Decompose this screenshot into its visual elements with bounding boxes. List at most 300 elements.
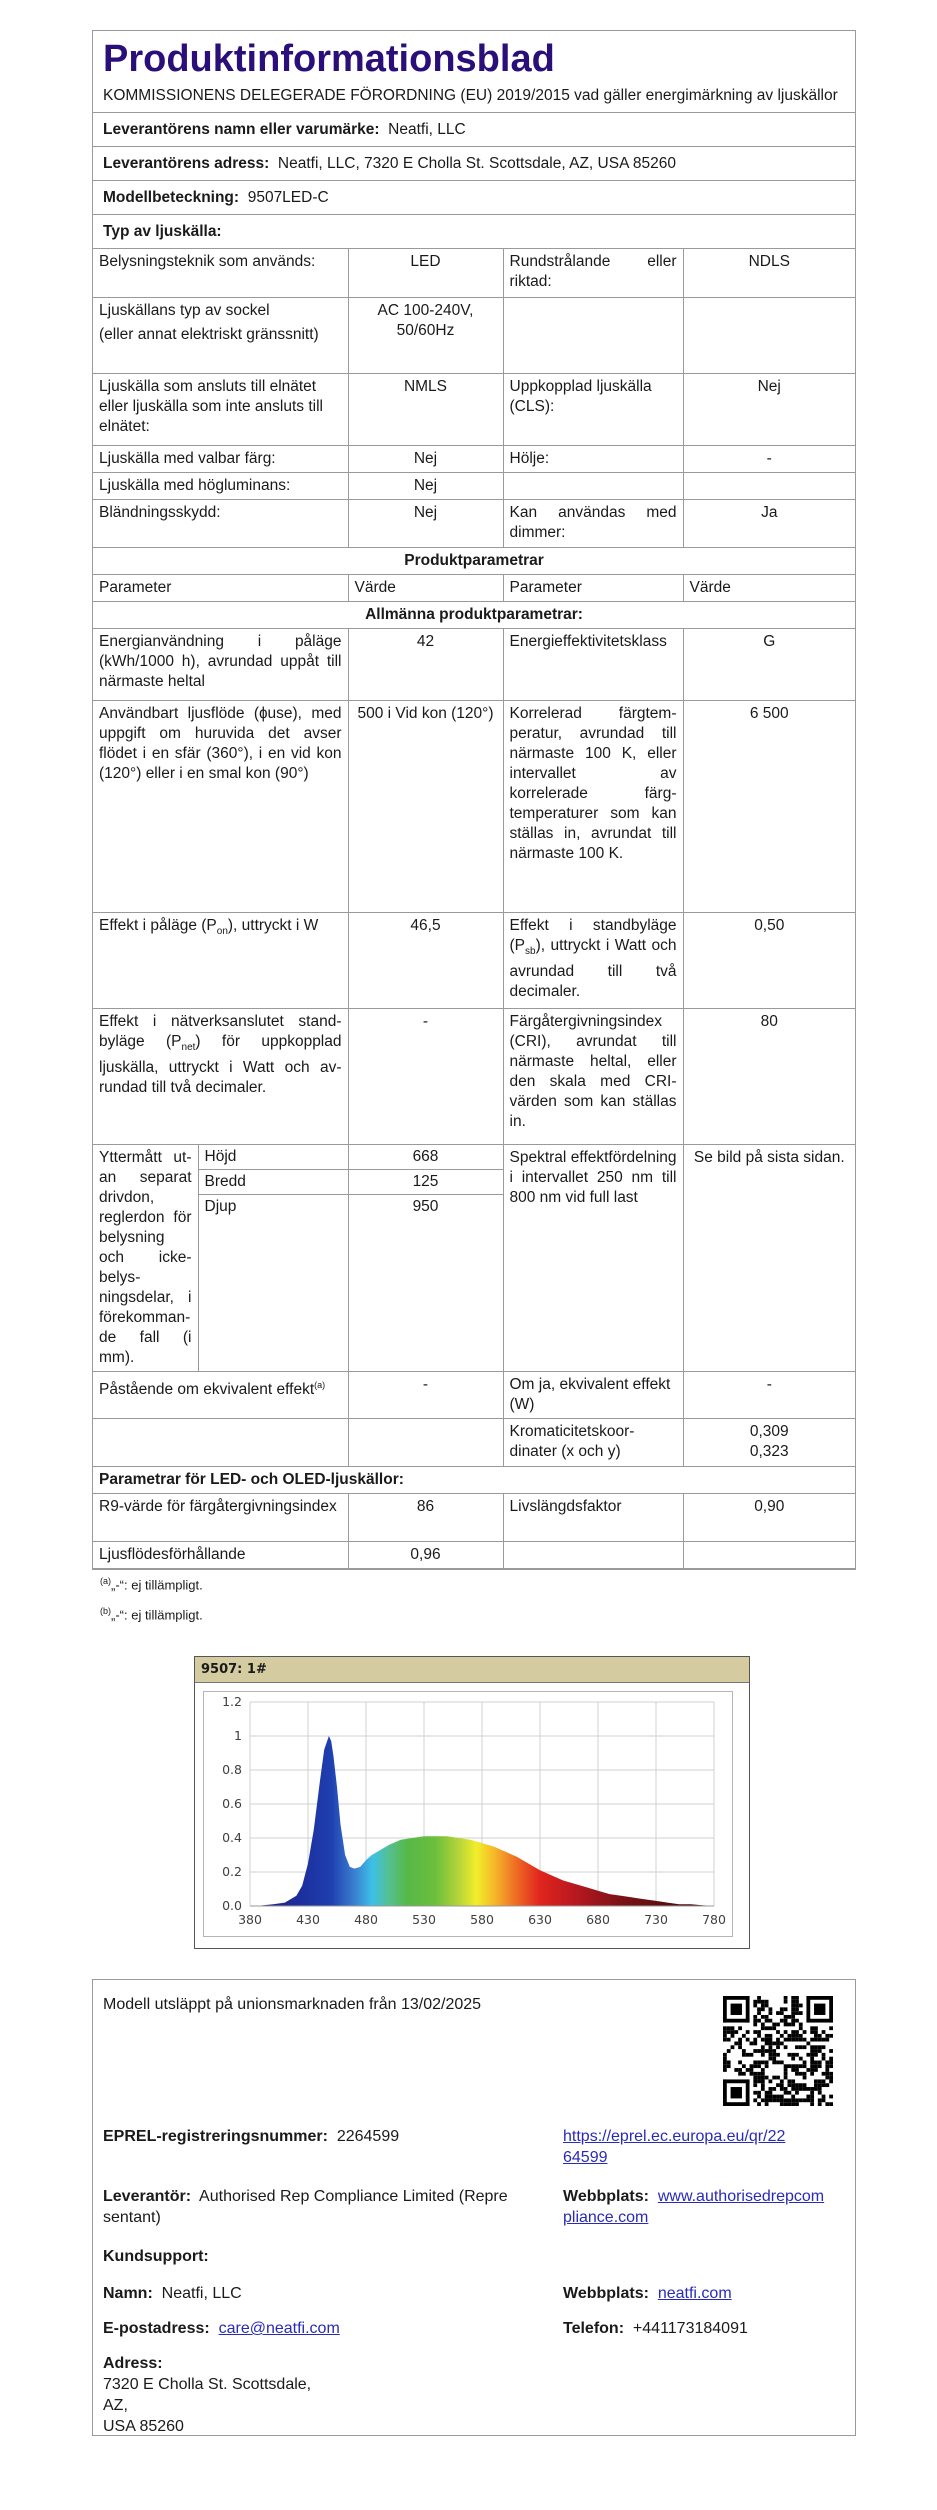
qr-module [810,2098,814,2102]
qr-module [761,2049,765,2053]
cell-value: 0,90 [683,1493,855,1541]
qr-module [818,2034,822,2038]
qr-module [765,2064,769,2068]
qr-module [776,2042,780,2046]
dimension-depth-value: 950 [412,1197,439,1215]
qr-module [791,1996,795,2000]
dimension-height-value: 668 [349,1145,503,1170]
qr-module [784,2072,788,2076]
qr-module [772,2053,776,2057]
qr-module [765,2049,769,2053]
qr-module [738,2038,742,2042]
support-name-value: Neatfi, LLC [161,2285,242,2302]
qr-module [753,2079,757,2083]
socket-label: Ljuskällans typ av sockel [99,301,270,319]
qr-module [780,2060,784,2064]
eprel-value: 2264599 [336,2128,400,2145]
cell-value: - [348,1371,503,1418]
cell-value [683,472,855,499]
qr-module [780,2007,784,2011]
phone-label: Telefon: [563,2320,625,2337]
model-row [93,181,855,215]
qr-module [742,2072,746,2076]
cell-label: Energianvändning i påläge (kWh/1000 h), avrundad uppåt till närmaste heltal [93,628,348,700]
qr-finder [746,2079,750,2106]
qr-module [769,2057,773,2061]
qr-module [795,2053,799,2057]
qr-module [727,2026,731,2030]
qr-finder [723,2079,727,2106]
table-row [93,548,855,575]
cell-label: Rundstrålande eller riktad: [503,249,683,297]
qr-module [765,2004,769,2008]
cell-label: Korrelerad färgtemperatur, avrundad till närmaste 100 K, eller intervallet av korrelerade färgtemperaturer som kan ställas in, avrundat till närmaste 100 K. [503,700,683,912]
qr-module [776,2011,780,2015]
qr-module [829,2102,833,2106]
cell-value: 0,50 [683,912,855,1008]
qr-module [727,2060,731,2064]
eprel-link-line-2[interactable]: 64599 [563,2149,608,2166]
qr-module [776,2076,780,2080]
qr-module [829,2034,833,2038]
cell-label: Kan användas med dimmer: [503,499,683,547]
qr-module [723,2026,727,2030]
email-row [103,2318,340,2339]
qr-module [784,2030,788,2034]
x-tick-label: 680 [586,1912,610,1927]
qr-module [776,2095,780,2099]
qr-module [814,2083,818,2087]
product-information-sheet [92,30,856,1570]
qr-module [825,2038,829,2042]
supplier-address-row [93,147,855,181]
qr-module [780,2083,784,2087]
x-tick-label: 730 [644,1912,668,1927]
x-tick-label: 630 [528,1912,552,1927]
qr-module [753,2004,757,2008]
qr-module [818,2079,822,2083]
qr-module [753,2015,757,2019]
qr-module [791,2030,795,2034]
qr-module [750,2053,754,2057]
y-tick-label: 1.2 [222,1694,242,1709]
qr-module [818,2091,822,2095]
website-link-cont[interactable]: pliance.com [563,2209,649,2226]
qr-module [814,2030,818,2034]
table-row [93,628,855,700]
qr-module [818,2098,822,2102]
qr-module [761,2083,765,2087]
cell-value: Ja [683,499,855,547]
qr-module [829,2072,833,2076]
column-header-value: Värde [683,574,855,601]
networked-standby-label: Effekt i nätverksanslutet standbyläge (P [99,1012,342,1050]
spectrum-area [256,1736,714,1906]
model-value: 9507LED-C [247,189,329,206]
supplier-footer [92,1979,856,2436]
qr-module [784,2038,788,2042]
qr-module [761,2023,765,2027]
y-tick-label: 0.6 [222,1796,242,1811]
qr-module [769,2095,773,2099]
qr-module [757,2102,761,2106]
footnotes [100,1568,203,1629]
qr-module [784,2019,788,2023]
qr-module [799,2034,803,2038]
qr-module [753,2030,757,2034]
qr-module [829,2060,833,2064]
cell-value: NMLS [348,373,503,445]
qr-module [765,2042,769,2046]
qr-module [780,2102,784,2106]
supplier-address-label: Leverantörens adress: [103,155,270,172]
dimensions-value-cell [348,1144,503,1371]
qr-module [776,2023,780,2027]
email-link[interactable]: care@neatfi.com [218,2320,340,2337]
networked-standby-label-end: ) för uppkopplad ljuskälla, uttryckt i Watt och avrundad till två decimaler. [99,1032,342,1096]
qr-module [746,2068,750,2072]
cell-value: 80 [683,1008,855,1144]
qr-module [761,2007,765,2011]
qr-module [784,2076,788,2080]
qr-module [776,2045,780,2049]
qr-module [742,2064,746,2068]
qr-module [731,2045,735,2049]
qr-module [761,2068,765,2072]
qr-module [731,2030,735,2034]
qr-finder [723,2102,750,2106]
qr-module [795,2091,799,2095]
footnote-ref: (a) [314,1379,326,1390]
qr-module [814,2053,818,2057]
qr-module [810,2026,814,2030]
qr-module [776,2053,780,2057]
qr-module [746,2038,750,2042]
qr-module [765,2015,769,2019]
qr-module [750,2042,754,2046]
support-website-row [563,2283,732,2304]
cell-value: 6 500 [683,700,855,912]
light-source-type-table [93,249,855,548]
qr-module [803,2083,807,2087]
qr-module [772,2042,776,2046]
support-name-label: Namn: [103,2285,153,2302]
qr-module [769,2079,773,2083]
qr-module [803,2045,807,2049]
qr-module [723,2030,727,2034]
qr-module [772,2023,776,2027]
light-source-type-label: Typ av ljuskälla: [103,223,222,240]
qr-module [757,2091,761,2095]
qr-module [791,2038,795,2042]
qr-module [810,2030,814,2034]
qr-module [806,2042,810,2046]
regulation-subtitle: KOMMISSIONENS DELEGERADE FÖRORDNING (EU) 2019/2015 vad gäller energimärkning av ljuskällor [103,87,838,104]
qr-module [769,2042,773,2046]
qr-module [761,2038,765,2042]
qr-module [791,2068,795,2072]
qr-module [753,2023,757,2027]
qr-module [761,2087,765,2091]
qr-module [772,2026,776,2030]
qr-module [810,2053,814,2057]
qr-module [806,2068,810,2072]
qr-finder [829,1996,833,2023]
qr-module [784,2023,788,2027]
qr-module [784,2102,788,2106]
spectral-value: Se bild på sista sidan. [683,1144,855,1371]
on-mode-power-label: Effekt i påläge (P [99,916,217,934]
qr-module [810,2095,814,2099]
qr-module [738,2072,742,2076]
empty-cell [503,1541,683,1568]
qr-module [825,2060,829,2064]
qr-module [814,2087,818,2091]
qr-module [769,2049,773,2053]
qr-module [829,2095,833,2099]
y-tick-label: 0.0 [222,1898,242,1913]
cell-value: Nej [683,373,855,445]
support-name-row [103,2283,242,2304]
dimension-width-label: Bredd [199,1170,348,1195]
table-row [93,912,855,1008]
qr-module [825,2102,829,2106]
qr-module [750,2068,754,2072]
qr-module [818,2083,822,2087]
qr-module [806,2095,810,2099]
qr-module [784,2087,788,2091]
qr-module [799,2072,803,2076]
footnote-text: „-“: ej tillämpligt. [111,1577,203,1593]
qr-module [765,2102,769,2106]
qr-module [761,2079,765,2083]
qr-module [772,2076,776,2080]
qr-module [757,2030,761,2034]
qr-module [814,2068,818,2072]
qr-module [723,2057,727,2061]
qr-module [738,2026,742,2030]
qr-module [780,2034,784,2038]
equivalent-power-claim-label: Påstående om ekvivalent effekt [99,1380,315,1398]
qr-module [761,2053,765,2057]
qr-module [810,2091,814,2095]
cell-label: Ljuskälla med valbar färg: [93,445,348,472]
cell-label [503,472,683,499]
table-row [93,1418,855,1466]
x-tick-label: 380 [238,1912,262,1927]
cell-value: 500 i Vid kon (120°) [348,700,503,912]
cell-label: Om ja, ekvivalent effekt (W) [503,1371,683,1418]
y-tick-label: 1 [234,1728,242,1743]
qr-module [776,2083,780,2087]
qr-module [769,2026,773,2030]
supplier-name-row [93,113,855,147]
supplier-name-value: Neatfi, LLC [388,121,466,138]
qr-module [765,2000,769,2004]
qr-module [791,2004,795,2008]
qr-module [795,2034,799,2038]
qr-module [734,2030,738,2034]
qr-module [795,2000,799,2004]
qr-module [822,2083,826,2087]
qr-module [753,2060,757,2064]
dimensions-label: Yttermått utan separat drivdon, reglerdon för belysning och icke-belysningsdelar, i förekommande fall (i mm). [93,1144,198,1371]
qr-module [757,2072,761,2076]
qr-module [784,1996,788,2000]
qr-module [803,2064,807,2068]
qr-module [787,2023,791,2027]
qr-module [765,2060,769,2064]
cell-value: LED [348,249,503,297]
qr-module [791,2019,795,2023]
column-header-value: Värde [348,574,503,601]
qr-module [822,2053,826,2057]
qr-module [784,2091,788,2095]
standby-power-label: Effekt i standbyläge (P [509,916,677,954]
supplier-value-cont: sentant) [103,2209,161,2226]
qr-module [803,2098,807,2102]
table-row [93,445,855,472]
qr-module [727,2064,731,2068]
cell-value: - [683,1371,855,1418]
qr-module [757,2076,761,2080]
qr-module [795,2007,799,2011]
cell-label [93,912,348,1008]
spectral-label: Spektral effektfördelning i intervallet 250 nm till 800 nm vid full last [503,1144,683,1371]
y-tick-label: 0.8 [222,1762,242,1777]
qr-module [791,2064,795,2068]
cell-value: 86 [348,1493,503,1541]
qr-module [723,2060,727,2064]
qr-module [795,2098,799,2102]
footnote-marker: (a) [100,1576,111,1586]
footnote-b [100,1598,203,1628]
customer-support-label: Kundsupport: [103,2248,209,2265]
qr-module [787,2083,791,2087]
qr-module [799,2057,803,2061]
supplier-value: Authorised Rep Compliance Limited (Repre [199,2188,508,2205]
qr-module [769,2045,773,2049]
empty-cell [683,1541,855,1568]
qr-module [791,2015,795,2019]
qr-module [784,2098,788,2102]
qr-module [753,2064,757,2068]
qr-module [769,2053,773,2057]
website-link[interactable]: www.authorisedrepcom [657,2188,825,2205]
qr-module [769,2034,773,2038]
table-row [93,472,855,499]
qr-module [791,2083,795,2087]
light-source-type-heading [93,215,855,249]
qr-module [761,2026,765,2030]
qr-module [795,2019,799,2023]
qr-module [738,2060,742,2064]
qr-module [787,2015,791,2019]
qr-module [787,2053,791,2057]
qr-module [791,2098,795,2102]
eprel-link[interactable] [563,2126,785,2168]
eprel-link-line-1[interactable]: https://eprel.ec.europa.eu/qr/22 [563,2128,786,2145]
qr-module [772,2060,776,2064]
qr-finder [806,1996,810,2023]
qr-module [780,2087,784,2091]
qr-module [757,2060,761,2064]
qr-module [799,2087,803,2091]
qr-module [803,2072,807,2076]
led-parameters-heading: Parametrar för LED- och OLED-ljuskällor: [93,1466,855,1493]
qr-module [787,2091,791,2095]
qr-module [814,2045,818,2049]
spectral-distribution-chart [194,1656,750,1949]
qr-module [761,2000,765,2004]
eprel-row [103,2126,399,2147]
qr-module [780,2019,784,2023]
qr-module [787,2064,791,2068]
qr-module [795,1996,799,2000]
x-tick-label: 430 [296,1912,320,1927]
qr-module [829,2079,833,2083]
qr-module [742,2034,746,2038]
address-block [103,2353,311,2437]
qr-module [765,2095,769,2099]
qr-module [825,2072,829,2076]
qr-module [795,2011,799,2015]
qr-module [829,2057,833,2061]
x-tick-label: 480 [354,1912,378,1927]
qr-module [799,2004,803,2008]
cell-label: Belysningsteknik som används: [93,249,348,297]
website-row [563,2186,824,2228]
qr-module [799,2083,803,2087]
net-subscript: net [181,1041,196,1053]
qr-module [795,2045,799,2049]
qr-module [791,2011,795,2015]
qr-module [795,2038,799,2042]
qr-module [761,2076,765,2080]
cell-value: NDLS [683,249,855,297]
qr-module [761,2060,765,2064]
model-label: Modellbeteckning: [103,189,240,206]
x-tick-label: 580 [470,1912,494,1927]
qr-module [825,2034,829,2038]
qr-module [757,2007,761,2011]
qr-module [784,2000,788,2004]
qr-module [822,2095,826,2099]
qr-module [810,2072,814,2076]
qr-module [822,2098,826,2102]
qr-module [814,2049,818,2053]
qr-module [791,2023,795,2027]
support-website-link[interactable]: neatfi.com [657,2285,732,2302]
standby-power-label-end: ), uttryckt i Watt och avrundad till två decimaler. [509,936,677,1000]
qr-module [753,2076,757,2080]
qr-module [818,2049,822,2053]
chromaticity-x: 0,309 [749,1422,789,1440]
cell-value: 42 [348,628,503,700]
qr-code-icon[interactable] [723,1996,833,2106]
qr-module [731,2034,735,2038]
table-row [93,249,855,297]
qr-module [791,2057,795,2061]
address-line: USA 85260 [103,2418,184,2435]
qr-module [761,2098,765,2102]
qr-module [769,2091,773,2095]
cell-label: Färgåtergivningsindex (CRI), avrundat till närmaste heltal, eller den skala med CRI-värden som kan ställas in. [503,1008,683,1144]
footnote-a [100,1568,203,1598]
qr-module [803,2030,807,2034]
qr-module [803,2087,807,2091]
qr-module [787,2079,791,2083]
